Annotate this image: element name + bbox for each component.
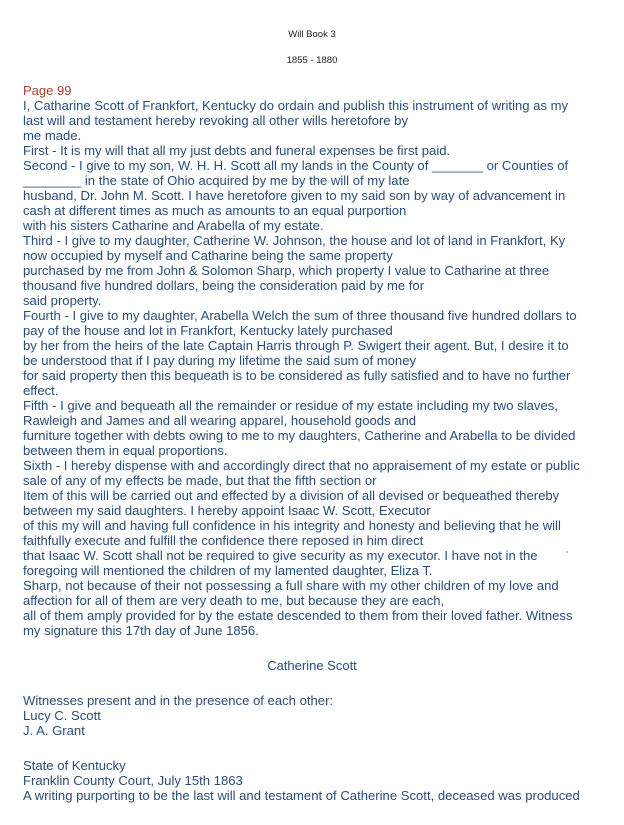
will-line: all of them amply provided for by the estate descended to them from their loved father. Witness [23,608,573,623]
will-line: between them in equal proportions. [23,443,228,458]
scan-speck [566,551,568,553]
page-number-label: Page 99 [23,83,72,98]
witness-name: J. A. Grant [23,723,85,738]
will-line: Fourth - I give to my daughter, Arabella Welch the sum of three thousand five hundred dollars to [23,308,577,323]
will-line: Sharp, not because of their not possessing a full share with my other children of my love and [23,578,559,593]
will-line: by her from the heirs of the late Captain Harris through P. Swigert their agent. But, I desire it to [23,338,569,353]
will-line: foregoing will mentioned the children of my lamented daughter, Eliza T. [23,563,433,578]
will-line: Third - I give to my daughter, Catherine W. Johnson, the house and lot of land in Frankfort, Ky [23,233,566,248]
will-line: Fifth - I give and bequeath all the remainder or residue of my estate including my two slaves, [23,398,558,413]
will-line: thousand five hundred dollars, being the consideration paid by me for [23,278,425,293]
will-line: Rawleigh and James and all wearing apparel, household goods and [23,413,417,428]
will-line: husband, Dr. John M. Scott. I have heretofore given to my said son by way of advancement in [23,188,566,203]
court-state: State of Kentucky [23,758,126,773]
will-line: sale of any of my effects be made, but that the fifth section or [23,473,377,488]
court-text: A writing purporting to be the last will and testament of Catherine Scott, deceased was produced [23,788,580,803]
will-line: said property. [23,293,102,308]
will-line: be understood that if I pay during my lifetime the said sum of money [23,353,417,368]
witness-name: Lucy C. Scott [23,708,101,723]
will-line: cash at different times as much as amounts to an equal purportion [23,203,407,218]
will-line: Sixth - I hereby dispense with and accordingly direct that no appraisement of my estate or public [23,458,580,473]
will-line: First - It is my will that all my just debts and funeral expenses be first paid. [23,143,451,158]
will-line: last will and testament hereby revoking all other wills heretofore by [23,113,408,128]
will-line: me made. [23,128,82,143]
will-line: I, Catharine Scott of Frankfort, Kentucky do ordain and publish this instrument of writing as my [23,98,569,113]
will-line: ________ in the state of Ohio acquired by me by the will of my late [23,173,410,188]
will-line: with his sisters Catharine and Arabella of my estate. [23,218,324,233]
book-years: 1855 - 1880 [286,55,338,66]
will-line: faithfully execute and fulfill the confidence there reposed in him direct [23,533,424,548]
will-line: Second - I give to my son, W. H. H. Scott all my lands in the County of _______ or Counties of [23,158,569,173]
will-line: that Isaac W. Scott shall not be required to give security as my executor. I have not in the [23,548,538,563]
will-line: Item of this will be carried out and effected by a division of all devised or bequeathed thereby [23,488,560,503]
book-title: Will Book 3 [288,29,336,40]
testator-signature: Catherine Scott [267,658,357,673]
will-line: furniture together with debts owing to me to my daughters, Catherine and Arabella to be divided [23,428,576,443]
will-line: of this my will and having full confidence in his integrity and honesty and believing that he will [23,518,561,533]
will-line: purchased by me from John & Solomon Sharp, which property I value to Catharine at three [23,263,550,278]
witnesses-intro: Witnesses present and in the presence of each other: [23,693,334,708]
will-line: affection for all of them are very death to me, but because they are each, [23,593,445,608]
will-line: effect. [23,383,59,398]
will-line: my signature this 17th day of June 1856. [23,623,259,638]
court-date: Franklin County Court, July 15th 1863 [23,773,243,788]
will-line: between my said daughters. I hereby appoint Isaac W. Scott, Executor [23,503,431,518]
will-line: now occupied by myself and Catharine being the same property [23,248,393,263]
will-line: pay of the house and lot in Frankfort, Kentucky lately purchased [23,323,393,338]
will-line: for said property then this bequeath is to be considered as fully satisfied and to have no further [23,368,571,383]
